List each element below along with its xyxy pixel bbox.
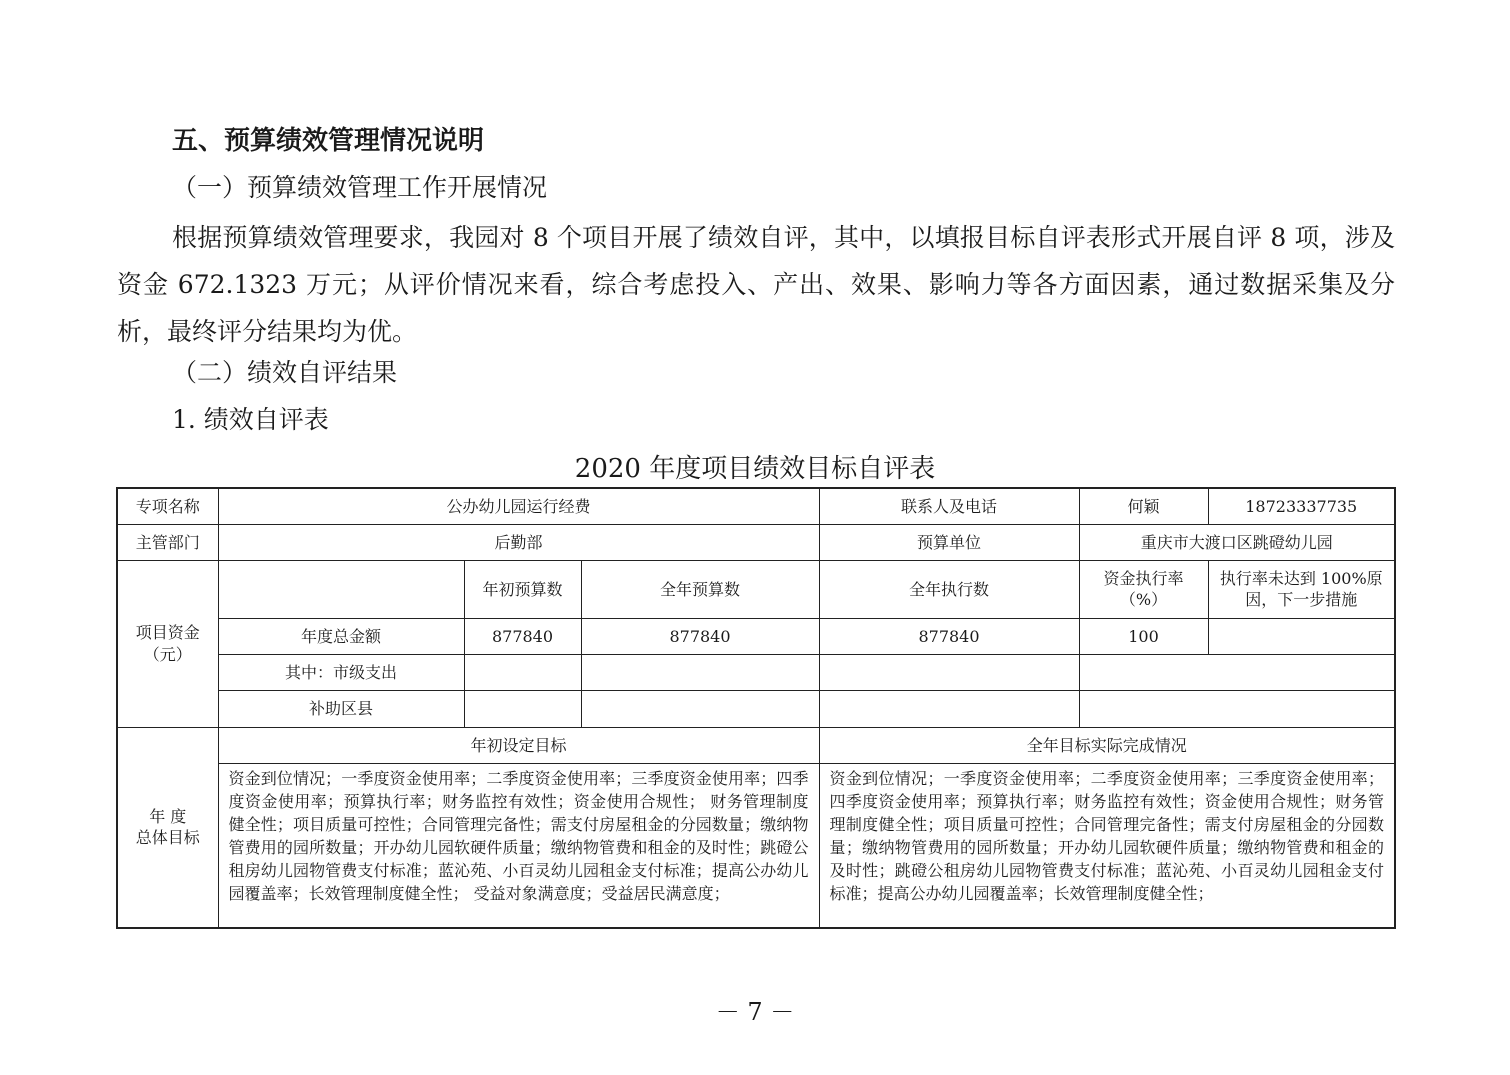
project-name-value: 公办幼儿园运行经费 (218, 488, 819, 524)
table-row (117, 524, 1395, 560)
table-row (117, 763, 1395, 928)
total-executed: 877840 (819, 618, 1079, 654)
municipal-label: 其中：市级支出 (218, 654, 464, 690)
table-row (117, 727, 1395, 763)
project-funds-label: 项目资金（元） (117, 560, 218, 727)
reason-header: 执行率未达到 100%原因，下一步措施 (1208, 560, 1395, 618)
table-row (117, 560, 1395, 618)
table-row (117, 690, 1395, 727)
self-evaluation-table (116, 487, 1396, 929)
section-title: 五、预算绩效管理情况说明 (172, 126, 485, 156)
total-reason (1208, 618, 1395, 654)
project-name-label: 专项名称 (117, 488, 218, 524)
body-paragraph: 根据预算绩效管理要求，我园对 8 个项目开展了绩效自评，其中，以填报目标自评表形式开展自评 8 项，涉及资金 672.1323 万元；从评价情况来看，综合考虑投入、产出、效果、影响力等各方面因素，通过数据采集及分析，最终评分结果均为优。 (117, 223, 1395, 346)
execution-rate-header: 资金执行率（%） (1079, 560, 1208, 618)
department-label: 主管部门 (117, 524, 218, 560)
table-row (117, 488, 1395, 524)
annual-budget-header: 全年预算数 (581, 560, 819, 618)
subsection-title-1: （一）预算绩效管理工作开展情况 (172, 173, 548, 202)
page-number: － 7 － (715, 998, 795, 1026)
contact-phone: 18723337735 (1208, 488, 1395, 524)
actual-goal-text: 资金到位情况；一季度资金使用率；二季度资金使用率；三季度资金使用率；四季度资金使用率；预算执行率；财务监控有效性；资金使用合规性；财务管理制度健全性；项目质量可控性；合同管理完备性；需支付房屋租金的分园数量；缴纳物管费用的园所数量；开办幼儿园软硬件质量；缴纳物管费和租金的及时性；跳磴公租房幼儿园物管费支付标准；蓝沁苑、小百灵幼儿园租金支付标准；提高公办幼儿园覆盖率；长效管理制度健全性； (819, 763, 1395, 928)
initial-goal-text: 资金到位情况；一季度资金使用率；二季度资金使用率；三季度资金使用率；四季度资金使用率；预算执行率；财务监控有效性；资金使用合规性； 财务管理制度健全性；项目质量可控性；合同管理完备性；需支付房屋租金的分园数量；缴纳物管费用的园所数量；开办幼儿园软硬件质量；缴纳物管费和租金的及时性；跳磴公租房幼儿园物管费支付标准；蓝沁苑、小百灵幼儿园租金支付标准；提高公办幼儿园覆盖率；长效管理制度健全性； 受益对象满意度；受益居民满意度； (218, 763, 819, 928)
district-subsidy-label: 补助区县 (218, 690, 464, 727)
annual-executed-header: 全年执行数 (819, 560, 1079, 618)
initial-goal-header: 年初设定目标 (218, 727, 819, 763)
table-title: 2020 年度项目绩效目标自评表 (574, 454, 936, 484)
contact-name: 何颖 (1079, 488, 1208, 524)
budget-unit-value: 重庆市大渡口区跳磴幼儿园 (1079, 524, 1395, 560)
budget-unit-label: 预算单位 (819, 524, 1079, 560)
total-rate: 100 (1079, 618, 1208, 654)
initial-budget-header: 年初预算数 (464, 560, 581, 618)
subsection-title-2: （二）绩效自评结果 (172, 358, 398, 387)
table-row (117, 618, 1395, 654)
total-amount-label: 年度总金额 (218, 618, 464, 654)
total-annual: 877840 (581, 618, 819, 654)
total-initial: 877840 (464, 618, 581, 654)
actual-goal-header: 全年目标实际完成情况 (819, 727, 1395, 763)
item-heading: 1. 绩效自评表 (172, 405, 329, 434)
table-row (117, 654, 1395, 690)
contact-label: 联系人及电话 (819, 488, 1079, 524)
annual-goal-label: 年 度 总体目标 (117, 727, 218, 928)
department-value: 后勤部 (218, 524, 819, 560)
